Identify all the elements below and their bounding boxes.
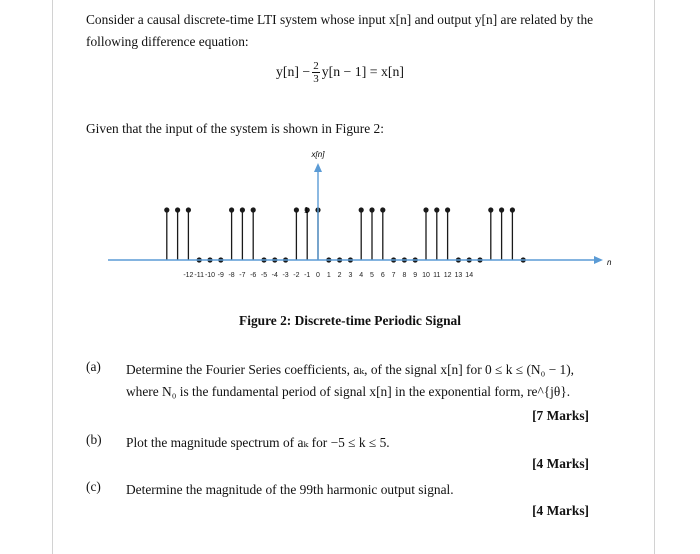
stem-point (488, 207, 493, 212)
stem-point (359, 207, 364, 212)
question-c-label: (c) (86, 479, 101, 494)
equation-lhs: y[n] − (276, 64, 311, 79)
intro-line-2: following difference equation: (86, 34, 249, 49)
fraction-numerator: 2 (313, 59, 319, 72)
tick-label: -9 (217, 272, 224, 279)
tick-label: 5 (370, 272, 374, 279)
fraction-denominator: 3 (313, 72, 319, 85)
tick-label: -10 (204, 272, 216, 279)
question-c-text (126, 479, 626, 501)
stem-point (434, 207, 439, 212)
question-a-label: (a) (86, 359, 101, 374)
x-axis-label: n (607, 258, 612, 267)
tick-label: 14 (465, 272, 474, 279)
tick-label: 6 (380, 272, 385, 279)
figure-caption: Figure 2: Discrete-time Periodic Signal (239, 313, 461, 328)
stem-point (240, 207, 245, 212)
tick-label: 13 (454, 272, 463, 279)
tick-label: 4 (359, 272, 364, 279)
stem-point (175, 207, 180, 212)
stem-point (510, 207, 515, 212)
stem-point (294, 207, 299, 212)
tick-label: 3 (348, 272, 353, 279)
stem-point (164, 207, 169, 212)
question-c-marks: [4 Marks] (532, 503, 589, 518)
tick-label: -4 (271, 272, 278, 279)
stem-point (423, 207, 428, 212)
stem-point (186, 207, 191, 212)
tick-label: 12 (443, 272, 452, 279)
tick-label: -12 (183, 272, 194, 279)
tick-label: 8 (402, 272, 407, 279)
question-a-line-2: where N₀ is the fundamental period of signal x[n] in the exponential form, re^{jθ}. (126, 384, 571, 399)
equation-rhs: y[n − 1] = x[n] (321, 64, 404, 79)
tick-label: -8 (228, 272, 235, 279)
tick-label: -2 (293, 272, 300, 279)
stems-group (164, 207, 526, 262)
question-b-label: (b) (86, 432, 102, 447)
stem-point (445, 207, 450, 212)
tick-label: -3 (282, 272, 289, 279)
stem-point (251, 207, 256, 212)
tick-label: 1 (326, 272, 331, 279)
stem-point (229, 207, 234, 212)
tick-label: -5 (260, 272, 268, 279)
tick-label: 9 (413, 272, 418, 279)
tick-label: 11 (433, 272, 441, 279)
y-axis-arrowhead (314, 163, 322, 172)
given-text: Given that the input of the system is shown in Figure 2: (86, 121, 384, 136)
question-a-marks: [7 Marks] (532, 408, 589, 423)
tick-label: 0 (316, 272, 320, 279)
tick-labels-group (183, 272, 473, 279)
tick-label: -6 (250, 272, 257, 279)
y-axis-label: x[n] (311, 150, 325, 159)
tick-label: -7 (239, 272, 246, 279)
question-b-marks: [4 Marks] (532, 456, 589, 471)
x-axis-arrowhead (594, 256, 603, 264)
tick-label: -1 (304, 272, 311, 279)
stem-point (380, 207, 385, 212)
question-a-line-1: Determine the Fourier Series coefficients, aₖ, of the signal x[n] for 0 ≤ k ≤ (N₀ − 1), (126, 362, 575, 377)
stem-point (369, 207, 374, 212)
peak-value-label: 1 (304, 206, 309, 215)
question-b-text: Plot the magnitude spectrum of aₖ for −5 ≤ k ≤ 5. (126, 435, 390, 450)
tick-label: -11 (194, 272, 205, 279)
question-c-body: Determine the magnitude of the 99th harmonic output signal. (126, 482, 454, 497)
tick-label: 10 (422, 272, 430, 279)
tick-label: 7 (391, 272, 396, 279)
intro-line-1: Consider a causal discrete-time LTI system whose input x[n] and output y[n] are related by the (86, 12, 594, 27)
tick-label: 2 (337, 272, 342, 279)
stem-point (499, 207, 504, 212)
